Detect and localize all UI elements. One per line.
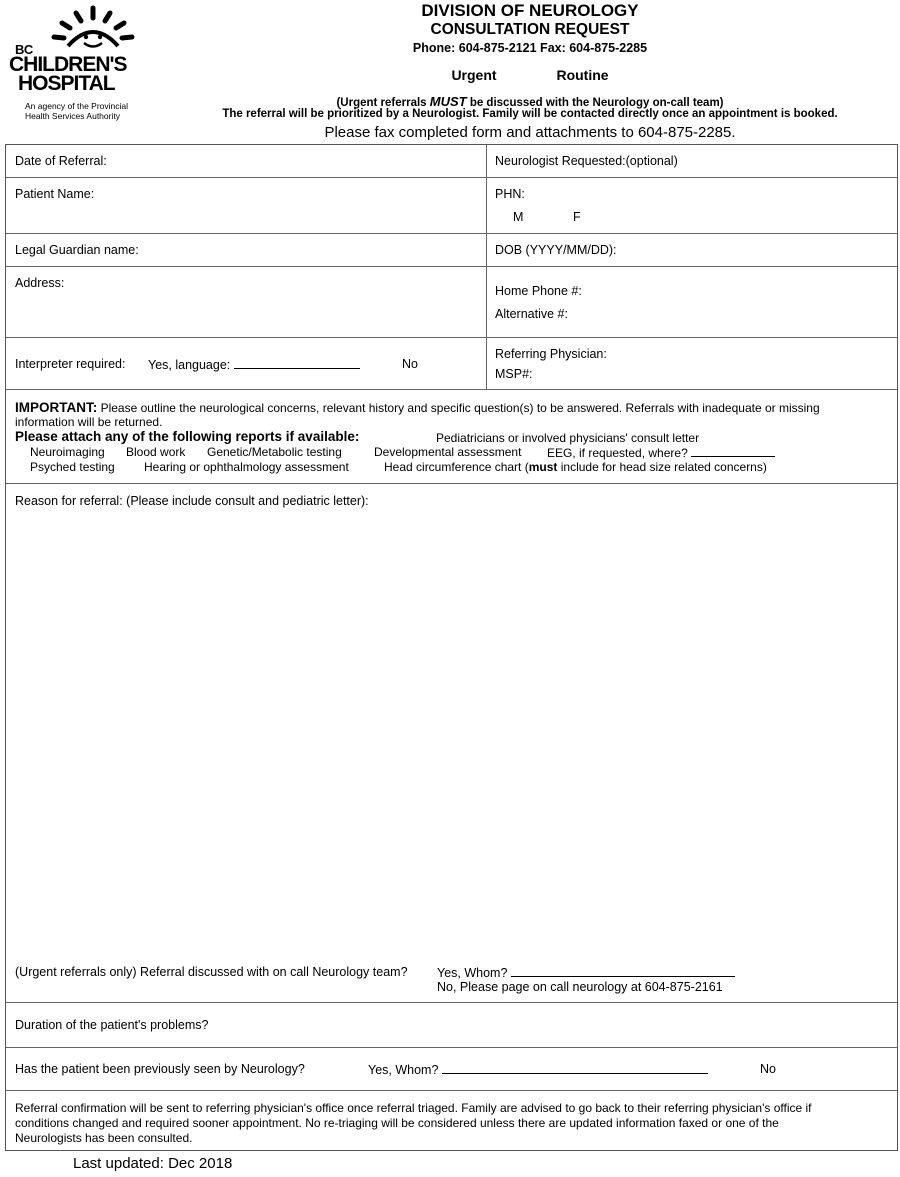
urgent-option[interactable]: Urgent bbox=[451, 67, 497, 83]
important-notice bbox=[15, 400, 820, 415]
yes-whom-label: Yes, Whom? bbox=[437, 966, 508, 980]
urgent-yes-whom-option[interactable] bbox=[437, 965, 735, 980]
urgent-discussed-label: (Urgent referrals only) Referral discussed with on call Neurology team? bbox=[15, 965, 408, 979]
language-input[interactable] bbox=[234, 357, 360, 369]
row-divider bbox=[6, 266, 897, 267]
attach-reports-label: Please attach any of the following reports if available: bbox=[15, 429, 360, 444]
report-genetic-option[interactable]: Genetic/Metabolic testing bbox=[207, 445, 342, 459]
head-circ-must: must bbox=[528, 460, 558, 474]
eeg-where-input[interactable] bbox=[691, 445, 775, 457]
home-phone-field[interactable]: Home Phone #: bbox=[495, 284, 582, 298]
row-divider bbox=[6, 389, 897, 390]
report-hearing-option[interactable]: Hearing or ophthalmology assessment bbox=[144, 460, 349, 474]
interpreter-yes-option[interactable] bbox=[148, 357, 360, 372]
note-pre: (Urgent referrals bbox=[336, 97, 430, 109]
legal-guardian-field[interactable]: Legal Guardian name: bbox=[15, 243, 139, 257]
report-developmental-option[interactable]: Developmental assessment bbox=[374, 445, 522, 459]
report-pediatricians-option[interactable]: Pediatricians or involved physicians' consult letter bbox=[436, 431, 700, 445]
confirmation-line-1: Referral confirmation will be sent to referring physician's office once referral triaged. Family are advised to go back to their referring physician's office if bbox=[15, 1101, 812, 1115]
alternative-phone-field[interactable]: Alternative #: bbox=[495, 307, 568, 321]
interpreter-no-option[interactable]: No bbox=[402, 357, 418, 371]
logo-agency bbox=[25, 101, 128, 121]
row-divider bbox=[6, 1090, 897, 1091]
report-neuroimaging-option[interactable]: Neuroimaging bbox=[30, 445, 105, 459]
priority-note: The referral will be prioritized by a Neurologist. Family will be contacted directly once an appointment is booked. bbox=[222, 108, 838, 120]
msp-field[interactable]: MSP#: bbox=[495, 367, 533, 381]
dob-field[interactable]: DOB (YYYY/MM/DD): bbox=[495, 243, 617, 257]
duration-field[interactable]: Duration of the patient's problems? bbox=[15, 1018, 209, 1032]
row-divider bbox=[6, 483, 897, 484]
date-of-referral-field[interactable]: Date of Referral: bbox=[15, 154, 107, 168]
reason-for-referral-field[interactable]: Reason for referral: (Please include consult and pediatric letter): bbox=[15, 494, 369, 508]
logo-hospital: HOSPITAL bbox=[18, 72, 115, 95]
interpreter-label: Interpreter required: bbox=[15, 357, 126, 371]
previously-seen-no-option[interactable]: No bbox=[760, 1062, 776, 1076]
referring-physician-field[interactable]: Referring Physician: bbox=[495, 347, 607, 361]
important-label: IMPORTANT: bbox=[15, 400, 98, 415]
sex-female-option[interactable]: F bbox=[573, 210, 581, 224]
routine-option[interactable]: Routine bbox=[556, 67, 609, 83]
head-circ-pre: Head circumference chart ( bbox=[384, 460, 529, 474]
head-circ-post: include for head size related concerns) bbox=[557, 460, 767, 474]
yes-language-label: Yes, language: bbox=[148, 358, 231, 372]
sun-face-icon bbox=[48, 4, 138, 54]
fax-instructions: Please fax completed form and attachments to 604-875-2285. bbox=[324, 124, 736, 141]
confirmation-line-3: Neurologists has been consulted. bbox=[15, 1131, 193, 1145]
row-divider bbox=[6, 177, 897, 178]
urgent-note bbox=[160, 94, 900, 109]
urgent-whom-input[interactable] bbox=[511, 965, 735, 977]
hospital-logo bbox=[8, 4, 158, 124]
patient-name-field[interactable]: Patient Name: bbox=[15, 187, 95, 201]
important-text-2: information will be returned. bbox=[15, 415, 163, 429]
phone-fax: Phone: 604-875-2121 Fax: 604-875-2285 bbox=[412, 41, 648, 55]
agency-line-1: An agency of the Provincial bbox=[25, 101, 129, 111]
form-subtitle: CONSULTATION REQUEST bbox=[430, 21, 630, 38]
agency-line-2: Health Services Authority bbox=[25, 111, 120, 121]
logo-childrens: CHILDREN'S bbox=[9, 53, 127, 76]
row-divider bbox=[6, 1002, 897, 1003]
report-head-circumference-option[interactable] bbox=[384, 460, 767, 474]
urgent-no-page-option[interactable]: No, Please page on call neurology at 604-875-2161 bbox=[437, 980, 723, 994]
address-field[interactable]: Address: bbox=[15, 276, 65, 290]
phn-field[interactable]: PHN: bbox=[495, 187, 525, 201]
report-blood-work-option[interactable]: Blood work bbox=[126, 445, 186, 459]
row-divider bbox=[6, 233, 897, 234]
note-post: be discussed with the Neurology on-call team) bbox=[466, 97, 724, 109]
yes-whom-label-2: Yes, Whom? bbox=[368, 1063, 439, 1077]
last-updated: Last updated: Dec 2018 bbox=[73, 1155, 233, 1172]
column-divider bbox=[486, 145, 487, 389]
row-divider bbox=[6, 337, 897, 338]
urgency-options bbox=[160, 67, 900, 83]
row-divider bbox=[6, 1047, 897, 1048]
neurologist-requested-field[interactable]: Neurologist Requested:(optional) bbox=[495, 154, 678, 168]
eeg-label: EEG, if requested, where? bbox=[547, 446, 688, 460]
previously-seen-yes-option[interactable] bbox=[368, 1062, 708, 1077]
note-must: MUST bbox=[429, 94, 467, 109]
sex-male-option[interactable]: M bbox=[513, 210, 524, 224]
form-title: DIVISION OF NEUROLOGY bbox=[421, 1, 639, 20]
previously-seen-label: Has the patient been previously seen by Neurology? bbox=[15, 1062, 305, 1076]
confirmation-line-2: conditions changed and required sooner appointment. No re-triaging will be considered unless there are updated information faxed or one of the bbox=[15, 1116, 779, 1130]
previously-seen-whom-input[interactable] bbox=[442, 1062, 708, 1074]
report-eeg-option[interactable] bbox=[547, 445, 775, 460]
referral-form bbox=[5, 144, 898, 1151]
logo-bc: BC bbox=[15, 42, 33, 57]
report-psyched-option[interactable]: Psyched testing bbox=[30, 460, 115, 474]
important-text: Please outline the neurological concerns, relevant history and specific question(s) to be answered. Referrals with inadequate or missing bbox=[97, 401, 820, 415]
